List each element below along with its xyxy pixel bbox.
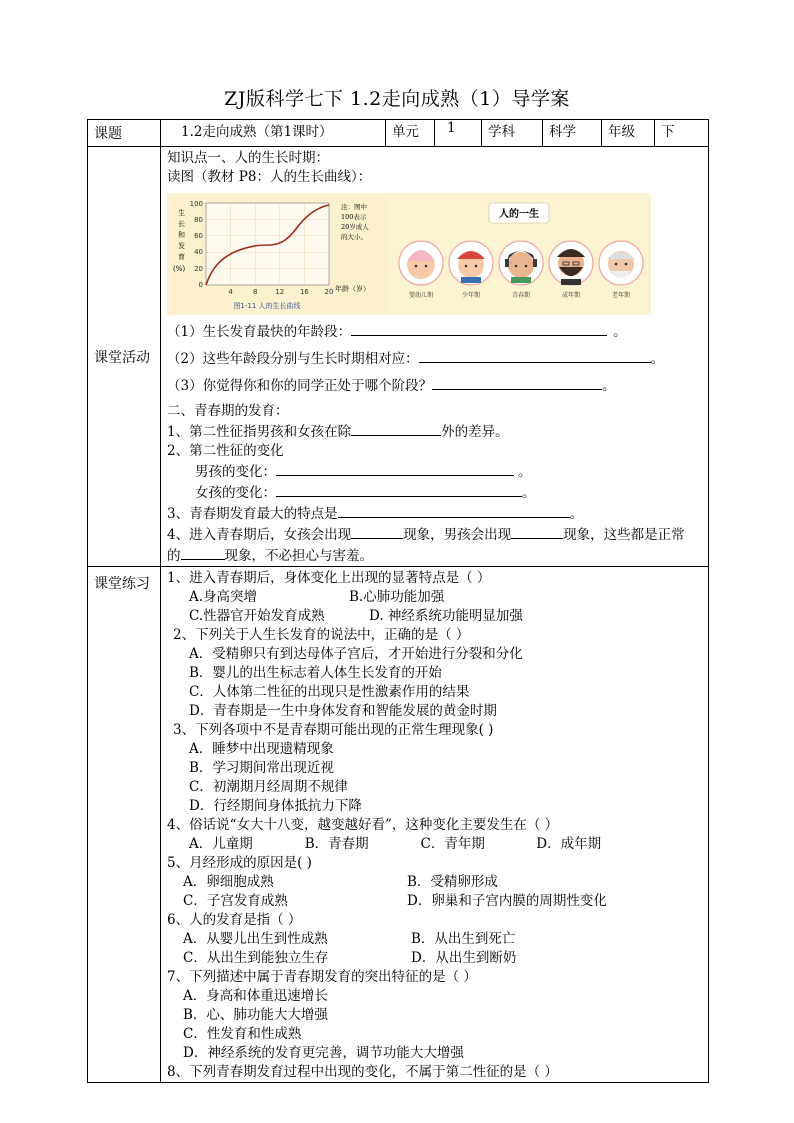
pq2-d: D．青春期是一生中身体发育和智能发展的黄金时期 (189, 703, 497, 719)
growth-curve-chart (167, 193, 387, 315)
avatar-adult (549, 241, 593, 285)
chart-caption: 图1-11 人的生长曲线 (233, 302, 301, 310)
k1-read: 读图（教材 P8：人的生长曲线）： (167, 169, 372, 185)
x-tick: 4 (228, 288, 233, 296)
pq2: 2、下列关于人生长发育的说法中，正确的是（ ） (173, 627, 470, 643)
activity-content (161, 147, 709, 567)
pq6-row2: C．从出生到能独立生存 D．从出生到断奶 (183, 950, 517, 966)
practice-label: 课堂练习 (88, 567, 161, 1083)
y-tick: 20 (194, 265, 203, 273)
k2-item-2: 2、第二性征的变化 (167, 443, 284, 459)
y-tick: 0 (198, 281, 203, 289)
ylabel-6: (%) (173, 265, 186, 273)
x-ticks (228, 288, 333, 296)
y-ticks (190, 200, 203, 289)
ylabel-3: 和 (178, 231, 185, 239)
pq6-row1: A．从婴儿出生到性成熟 B．从出生到死亡 (183, 931, 516, 947)
note-line-4: 的大小。 (341, 233, 367, 241)
x-tick: 8 (252, 288, 258, 296)
x-tick: 12 (275, 288, 285, 296)
answer-blank[interactable] (276, 461, 514, 476)
grade-label: 年级 (602, 120, 655, 147)
ylabel-1: 生 (178, 209, 185, 217)
answer-blank[interactable] (351, 321, 607, 336)
y-tick: 60 (194, 232, 203, 240)
stage-label: 成年期 (561, 292, 581, 299)
answer-blank[interactable] (181, 545, 225, 560)
k2-item-4-cont: 的 现象，不必担心与害羞。 (167, 545, 702, 566)
pq7: 7、下列描述中属于青春期发育的突出特征的是（ ） (167, 969, 477, 985)
y-tick: 40 (194, 248, 203, 256)
pq8: 8、下列青春期发育过程中出现的变化，不属于第二性征的是（ ） (167, 1064, 558, 1080)
note-line-1: 注：图中 (341, 203, 367, 211)
k2-item-4: 4、进入青春期后，女孩会出现 现象，男孩会出现 现象，这些都是正常 (167, 524, 702, 545)
stage-label: 婴幼儿期 (408, 292, 434, 299)
note-line-2: 100表示 (341, 213, 367, 221)
pq7-c: C．性发育和性成熟 (183, 1026, 302, 1042)
pq1-row1: A.身高突增 B.心肺功能加强 (189, 589, 445, 605)
question-3: （3）你觉得你和你的同学正处于哪个阶段？ 。 (167, 375, 702, 402)
pq7-d: D．神经系统的发育更完善，调节功能大大增强 (183, 1045, 464, 1061)
growth-curve-svg (167, 193, 387, 315)
pq2-c: C．人体第二性征的出现只是性激素作用的结果 (189, 684, 470, 700)
answer-blank[interactable] (338, 503, 570, 518)
worksheet-table (87, 119, 709, 1083)
activity-label: 课堂活动 (88, 147, 161, 567)
answer-blank[interactable] (511, 524, 563, 539)
ylabel-5: 育 (178, 253, 185, 261)
pq7-b: B．心、肺功能大大增强 (183, 1007, 328, 1023)
avatar-elderly (599, 241, 643, 285)
stage-labels (409, 291, 630, 299)
pq3-a: A．睡梦中出现遗精现象 (189, 741, 334, 757)
pq5-row1: A．卵细胞成熟 B．受精卵形成 (183, 874, 498, 890)
pq3: 3、下列各项中不是青春期可能出现的正常生理现象( ) (173, 722, 494, 738)
subject-label: 学科 (482, 120, 543, 147)
pq2-a: A．受精卵只有到达母体子宫后，才开始进行分裂和分化 (189, 646, 523, 662)
pq5-row2: C．子宫发育成熟 D．卵巢和子宫内膜的周期性变化 (183, 893, 607, 909)
k2-title: 二、青春期的发育： (167, 403, 289, 419)
unit-label: 单元 (386, 120, 435, 147)
practice-content (161, 567, 709, 1083)
pq4-options: A．儿童期 B．青春期 C．青年期 D．成年期 (189, 836, 602, 852)
avatar-teen (499, 241, 543, 285)
stage-label: 老年期 (611, 292, 631, 299)
life-stages-figure (387, 193, 651, 315)
answer-blank[interactable] (419, 348, 651, 363)
ylabel-2: 长 (178, 220, 185, 228)
ylabel-4: 发 (178, 242, 185, 250)
header-row (88, 120, 709, 147)
page-title: ZJ版科学七下 1.2走向成熟（1）导学案 (224, 88, 570, 110)
k2-boy: 男孩的变化： 。 (167, 461, 702, 482)
pq3-c: C．初潮期月经周期不规律 (189, 779, 348, 795)
avatar-infant (399, 241, 443, 285)
x-tick: 20 (324, 288, 334, 296)
pq7-a: A．身高和体重迅速增长 (183, 988, 328, 1004)
x-tick: 16 (299, 288, 309, 296)
subject-value: 科学 (543, 120, 602, 147)
k2-girl: 女孩的变化： 。 (167, 482, 702, 503)
practice-row (88, 567, 709, 1083)
xlabel: 年龄（岁） (335, 285, 370, 293)
topic-label: 课题 (88, 120, 161, 147)
k1-title: 知识点一、人的生长时期： (167, 150, 329, 166)
question-2: （2）这些年龄段分别与生长时期相对应： 。 (167, 348, 702, 375)
answer-blank[interactable] (351, 421, 441, 436)
k2-item-1: 1、第二性征指男孩和女孩在除 外的差异。 (167, 421, 702, 442)
figure-row (167, 193, 702, 315)
pq3-b: B．学习期间常出现近视 (189, 760, 334, 776)
y-tick: 80 (194, 216, 203, 224)
stage-label: 青春期 (511, 292, 531, 299)
answer-blank[interactable] (432, 375, 602, 390)
activity-row (88, 147, 709, 567)
pq6: 6、人的发育是指（ ） (167, 912, 302, 928)
pq5: 5、月经形成的原因是( ) (167, 855, 312, 871)
answer-blank[interactable] (276, 482, 522, 497)
pq2-b: B．婴儿的出生标志着人体生长发育的开始 (189, 665, 442, 681)
topic-value: 1.2走向成熟（第1课时） (161, 120, 386, 147)
life-stages-svg (387, 193, 651, 315)
pq3-d: D．行经期间身体抵抗力下降 (189, 798, 362, 814)
life-title: 人的一生 (499, 209, 539, 220)
pq1: 1、进入青春期后，身体变化上出现的显著特点是（ ） (167, 570, 491, 586)
grade-value: 下 (655, 120, 709, 147)
y-tick: 100 (189, 200, 203, 208)
plot-area (206, 203, 329, 285)
pq4: 4、俗话说“女大十八变，越变越好看”，这种变化主要发生在（ ） (167, 817, 559, 833)
k2-item-3: 3、青春期发育最大的特点是 。 (167, 503, 702, 524)
avatar-child (449, 241, 493, 285)
unit-value: 1 (435, 120, 482, 147)
pq1-row2: C.性器官开始发育成熟 D. 神经系统功能明显加强 (189, 608, 523, 624)
answer-blank[interactable] (351, 524, 403, 539)
note-line-3: 20岁成人 (341, 223, 369, 231)
stage-label: 少年期 (461, 292, 481, 299)
question-1: （1）生长发育最快的年龄段： 。 (167, 321, 702, 348)
